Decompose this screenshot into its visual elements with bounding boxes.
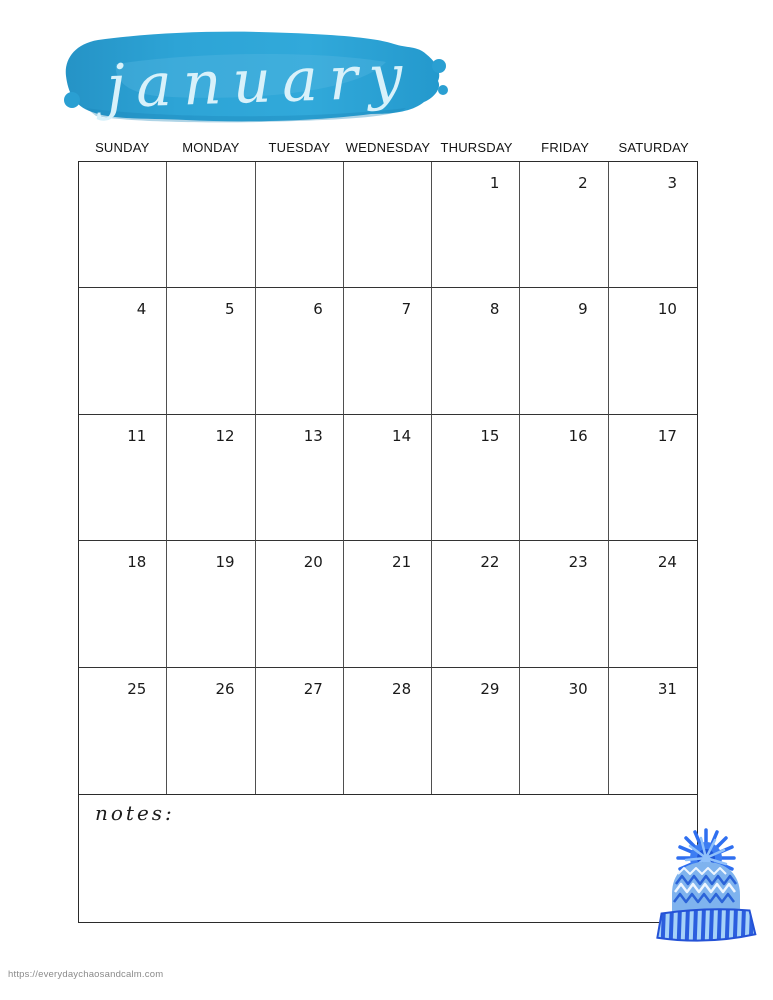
weekday-header-row [78, 140, 698, 159]
date-number: 8 [489, 300, 500, 319]
calendar-cell [520, 162, 608, 288]
date-number: 3 [667, 174, 677, 192]
date-number: 10 [657, 300, 677, 319]
calendar-cell [79, 288, 167, 414]
date-number: 31 [657, 679, 677, 698]
notes-section [78, 795, 698, 923]
calendar-cell [167, 668, 255, 794]
date-number: 27 [303, 679, 323, 698]
date-number: 16 [568, 426, 588, 445]
calendar-cell [344, 541, 432, 667]
calendar-cell [79, 668, 167, 794]
day-header-sunday: SUNDAY [95, 140, 150, 155]
calendar-cell [432, 668, 520, 794]
date-number: 17 [657, 426, 677, 445]
calendar-cell [432, 162, 520, 288]
calendar-cell [432, 288, 520, 414]
calendar-cell [256, 415, 344, 541]
calendar-cell [432, 415, 520, 541]
date-number: 5 [225, 300, 235, 319]
date-number: 24 [657, 553, 677, 572]
calendar-cell [256, 162, 344, 288]
calendar-cell [79, 541, 167, 667]
day-header-monday: MONDAY [182, 140, 240, 155]
calendar-cell [520, 415, 608, 541]
day-header-tuesday: TUESDAY [268, 140, 331, 155]
date-number: 18 [127, 553, 147, 572]
date-number: 22 [480, 553, 500, 572]
website-url: https://everydaychaosandcalm.com [8, 969, 164, 980]
calendar-cell [432, 541, 520, 667]
calendar-cell [167, 541, 255, 667]
calendar-cell [167, 415, 255, 541]
calendar-cell [256, 668, 344, 794]
calendar-cell [609, 541, 697, 667]
date-number: 30 [568, 679, 588, 698]
calendar-grid [78, 161, 698, 795]
date-number: 15 [480, 426, 500, 445]
calendar-cell [609, 415, 697, 541]
calendar-cell [344, 162, 432, 288]
date-number: 2 [578, 174, 588, 192]
month-title: january [105, 41, 415, 123]
date-number: 12 [215, 426, 235, 445]
date-number: 6 [313, 300, 323, 319]
calendar-cell [609, 162, 697, 288]
watercolor-brush-header [56, 24, 454, 126]
date-number: 21 [392, 553, 412, 572]
calendar-cell [344, 288, 432, 414]
date-number: 20 [303, 553, 323, 572]
date-number: 29 [480, 679, 500, 698]
calendar-cell [609, 668, 697, 794]
watercolor-brush-icon [56, 24, 454, 126]
date-number: 26 [215, 679, 235, 698]
date-number: 11 [127, 426, 147, 445]
calendar-cell [167, 162, 255, 288]
date-number: 19 [215, 553, 235, 572]
calendar-cell [167, 288, 255, 414]
day-header-friday: FRIDAY [541, 140, 590, 155]
knit-hat-icon [648, 828, 764, 950]
calendar-cell [520, 288, 608, 414]
calendar-cell [520, 541, 608, 667]
calendar-cell [344, 668, 432, 794]
notes-label: notes: [95, 801, 175, 825]
calendar-cell [79, 162, 167, 288]
date-number: 9 [578, 300, 588, 319]
date-number: 7 [401, 300, 412, 319]
calendar-cell [256, 288, 344, 414]
date-number: 23 [568, 553, 588, 572]
day-header-wednesday: WEDNESDAY [345, 140, 431, 155]
calendar-cell [520, 668, 608, 794]
date-number: 25 [127, 679, 147, 698]
calendar-cell [256, 541, 344, 667]
calendar-cell [609, 288, 697, 414]
day-header-saturday: SATURDAY [618, 140, 689, 155]
date-number: 28 [392, 679, 412, 698]
date-number: 1 [489, 174, 500, 192]
day-header-thursday: THURSDAY [440, 140, 513, 155]
calendar-cell [344, 415, 432, 541]
calendar-cell [79, 415, 167, 541]
date-number: 13 [303, 426, 323, 445]
knit-hat-decoration [648, 828, 764, 950]
date-number: 14 [392, 426, 412, 445]
date-number: 4 [136, 300, 147, 319]
